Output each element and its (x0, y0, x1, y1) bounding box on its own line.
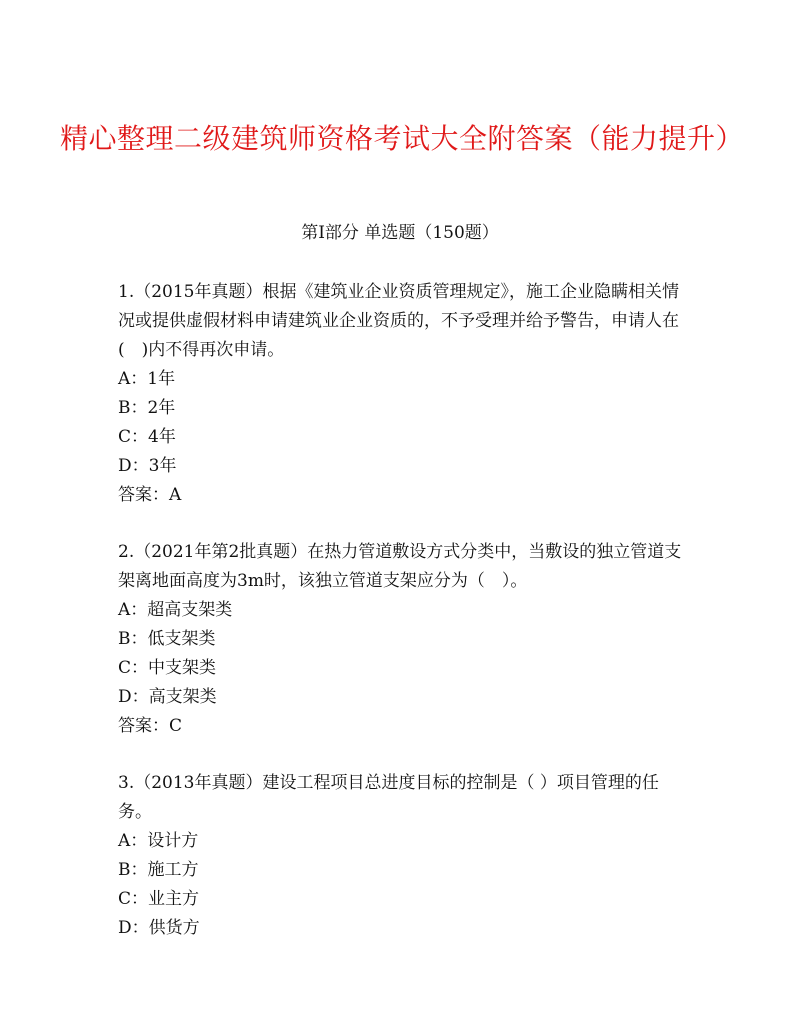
option-c: C：中支架类 (118, 658, 217, 678)
option-c: C：4年 (118, 427, 176, 447)
section-heading: 第Ⅰ部分 单选题（150题） (301, 223, 499, 243)
option-a: A：1年 (118, 369, 176, 389)
option-b: B：低支架类 (118, 629, 216, 649)
option-a: A：超高支架类 (118, 600, 233, 620)
option-c: C：业主方 (118, 889, 200, 909)
option-b: B：施工方 (118, 860, 199, 880)
question-stem: 2.（2021年第2批真题）在热力管道敷设方式分类中，当敷设的独立管道支架离地面高度为3m时，该独立管道支架应分为（ ）。 (118, 542, 682, 591)
option-b: B：2年 (118, 398, 176, 418)
option-d: D：3年 (118, 456, 177, 476)
question-stem: 3.（2013年真题）建设工程项目总进度目标的控制是（ ）项目管理的任务。 (118, 773, 659, 822)
question-2 (118, 538, 688, 741)
document-title: 精心整理二级建筑师资格考试大全附答案（能力提升） (60, 122, 745, 155)
option-d: D：供货方 (118, 918, 200, 938)
question-stem: 1.（2015年真题）根据《建筑业企业资质管理规定》，施工企业隐瞒相关情况或提供虚假材料申请建筑业企业资质的，不予受理并给予警告，申请人在( )内不得再次申请。 (118, 282, 679, 360)
question-3 (118, 769, 688, 943)
option-a: A：设计方 (118, 831, 199, 851)
answer: 答案：C (118, 716, 183, 736)
option-d: D：高支架类 (118, 687, 217, 707)
question-1 (118, 278, 688, 510)
answer: 答案：A (118, 485, 182, 505)
